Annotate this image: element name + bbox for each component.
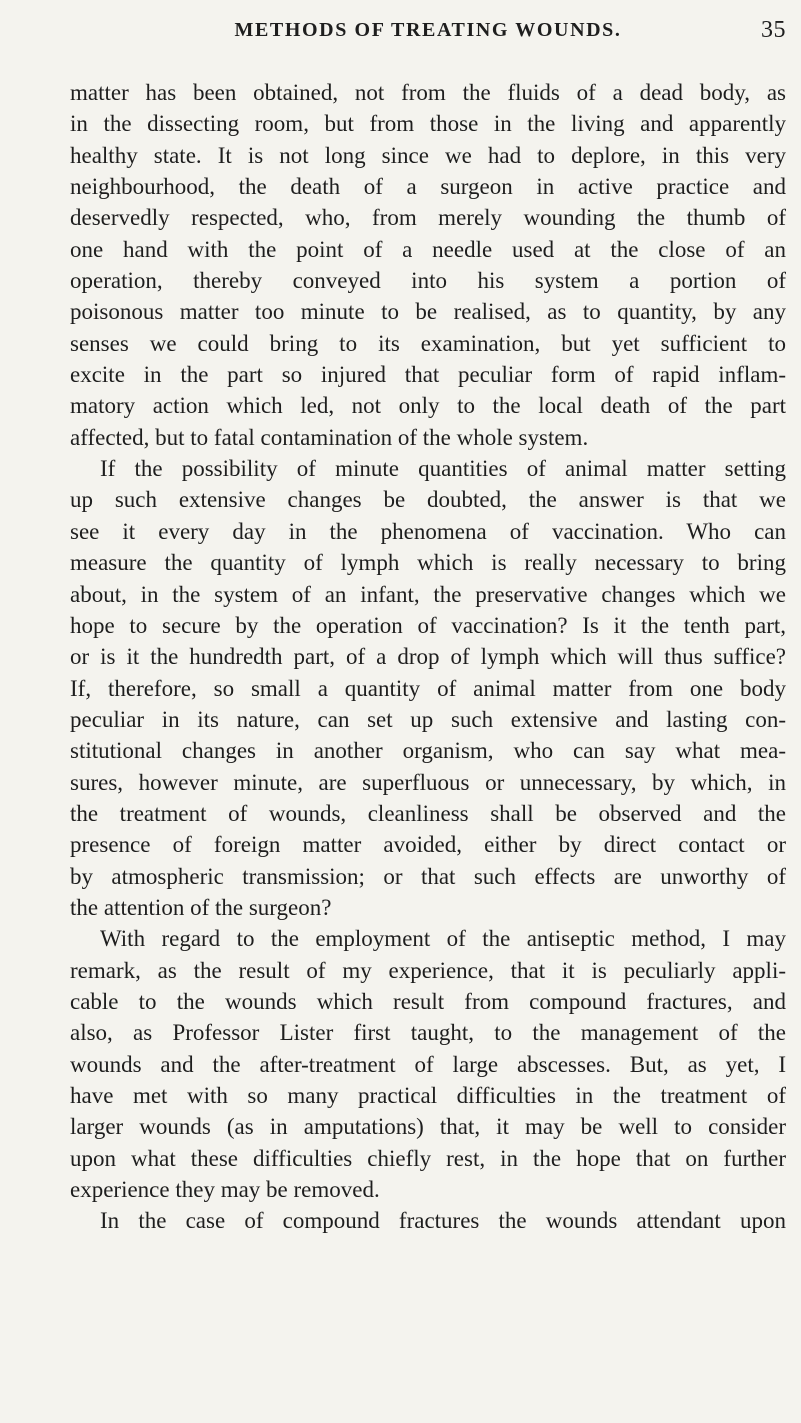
text-line: presence of foreign matter avoided, either by direct contact or xyxy=(70,832,786,858)
text-line: healthy state. It is not long since we had to deplore, in this very xyxy=(70,142,786,168)
text-line: about, in the system of an infant, the preservative changes which we xyxy=(70,581,786,607)
text-line: experience they may be removed. xyxy=(70,1177,380,1203)
body-text xyxy=(70,77,786,1237)
text-line: cable to the wounds which result from compound fractures, and xyxy=(70,988,786,1014)
text-line: remark, as the result of my experience, that it is peculiarly appli- xyxy=(70,957,786,983)
paragraph-start-line: If the possibility of minute quantities of animal matter setting xyxy=(100,456,786,482)
text-line: neighbourhood, the death of a surgeon in active practice and xyxy=(70,174,786,200)
text-line: senses we could bring to its examination, but yet sufficient to xyxy=(70,330,786,356)
text-line: by atmospheric transmission; or that such effects are unworthy of xyxy=(70,863,786,889)
text-line: up such extensive changes be doubted, the answer is that we xyxy=(70,487,786,513)
text-line: upon what these difficulties chiefly rest, in the hope that on further xyxy=(70,1145,786,1171)
text-line: peculiar in its nature, can set up such extensive and lasting con- xyxy=(70,706,786,732)
text-line: have met with so many practical difficulties in the treatment of xyxy=(70,1083,786,1108)
text-line: the treatment of wounds, cleanliness shall be observed and the xyxy=(70,800,786,826)
paragraph-start-line: With regard to the employment of the antiseptic method, I may xyxy=(100,926,786,952)
text-line: excite in the part so injured that peculiar form of rapid inflam- xyxy=(70,362,786,388)
text-line: measure the quantity of lymph which is really necessary to bring xyxy=(70,550,786,576)
text-line: one hand with the point of a needle used at the close of an xyxy=(70,236,786,262)
text-line: matter has been obtained, not from the fluids of a dead body, as xyxy=(70,80,786,105)
text-line: wounds and the after-treatment of large abscesses. But, as yet, I xyxy=(70,1051,786,1077)
text-line: sures, however minute, are superfluous or unnecessary, by which, in xyxy=(70,769,786,795)
text-line: see it every day in the phenomena of vaccination. Who can xyxy=(70,518,786,544)
text-line: also, as Professor Lister first taught, to the management of the xyxy=(70,1020,786,1046)
text-line: operation, thereby conveyed into his system a portion of xyxy=(70,268,786,294)
text-line: deservedly respected, who, from merely wounding the thumb of xyxy=(70,205,786,231)
page-number: 35 xyxy=(761,17,786,43)
paragraph-start-line: In the case of compound fractures the wounds attendant upon xyxy=(100,1208,786,1234)
text-line: hope to secure by the operation of vaccination? Is it the tenth part, xyxy=(70,612,786,638)
page-header xyxy=(70,10,786,50)
text-line: affected, but to fatal contamination of the whole system. xyxy=(70,424,589,450)
text-line: If, therefore, so small a quantity of animal matter from one body xyxy=(70,675,786,701)
text-line: larger wounds (as in amputations) that, it may be well to consider xyxy=(70,1114,786,1140)
text-line: stitutional changes in another organism, who can say what mea- xyxy=(70,738,786,764)
text-line: in the dissecting room, but from those in the living and apparently xyxy=(70,111,786,137)
text-line: or is it the hundredth part, of a drop of lymph which will thus suffice? xyxy=(70,644,786,670)
text-line: the attention of the surgeon? xyxy=(70,894,332,920)
running-head: METHODS OF TREATING WOUNDS. xyxy=(234,19,622,41)
text-line: matory action which led, not only to the local death of the part xyxy=(70,393,786,419)
text-line: poisonous matter too minute to be realised, as to quantity, by any xyxy=(70,299,786,325)
